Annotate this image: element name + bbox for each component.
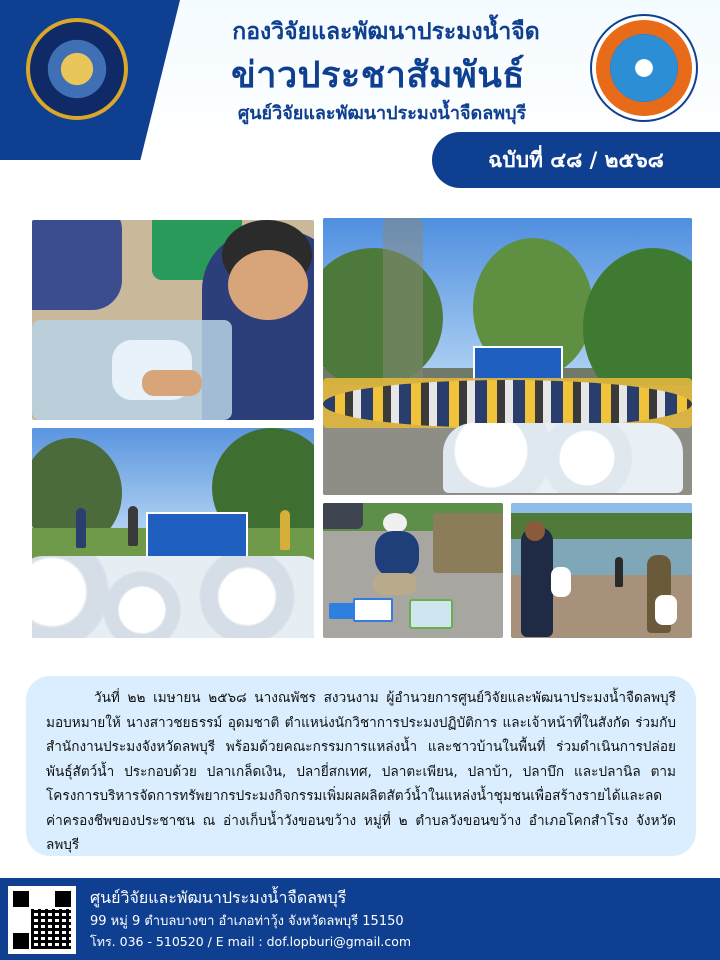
page-header (0, 0, 720, 190)
center-name: ศูนย์วิจัยและพัฒนาประมงน้ำจืดลพบุรี (237, 103, 527, 124)
emblem-icon (44, 36, 110, 102)
page-footer (0, 878, 720, 960)
qr-code-icon[interactable] (8, 886, 76, 954)
footer-address: 99 หมู่ 9 ตำบลบางขา อำเภอท่าวุ้ง จังหวัดลพบุรี 15150 (90, 914, 404, 929)
photo-staff-checking-water (323, 503, 503, 638)
division-name: กองวิจัยและพัฒนาประมงน้ำจืด (232, 19, 540, 45)
page-title: ข่าวประชาสัมพันธ์ (231, 55, 525, 96)
article-box (26, 676, 696, 856)
photo-releasing-fish-at-reservoir (511, 503, 692, 638)
department-of-fisheries-logo (26, 18, 128, 120)
fish-emblem-icon (610, 34, 678, 102)
footer-contact[interactable]: โทร. 036 - 510520 / E mail : dof.lopburi@gmail.com (90, 934, 412, 949)
photo-fish-bags-and-banner (32, 428, 314, 638)
footer-center-name: ศูนย์วิจัยและพัฒนาประมงน้ำจืดลพบุรี (90, 888, 347, 907)
photo-staff-packing-fish-fry (32, 220, 314, 420)
freshwater-division-logo (592, 16, 696, 120)
photo-group-with-banner (323, 218, 692, 495)
issue-number-badge: ฉบับที่ ๔๘ / ๒๕๖๘ (432, 132, 720, 188)
article-text: วันที่ ๒๒ เมษายน ๒๕๖๘ นางณพัชร สงวนงาม ผู้อำนวยการศูนย์วิจัยและพัฒนาประมงน้ำจืดลพบุรี มอบหมายให้ นางสาวชยธรรม์ อุดมชาติ ตำแหน่งนักวิชาการประมงปฏิบัติการ และเจ้าหน้าที่ในสังกัด ร่วมกับสำนักงานประมงจังหวัดลพบุรี พร้อมด้วยคณะกรรมการแหล่งน้ำ และชาวบ้านในพื้นที่ ร่วมดำเนินการปล่อยพันธุ์สัตว์น้ำ ประกอบด้วย ปลาเกล็ดเงิน, ปลายี่สกเทศ, ปลาตะเพียน, ปลาบ้า, ปลาบึก และปลานิล ตามโครงการบริหารจัดการทรัพยากรประมงกิจกรรมเพิ่มผลผลิตสัตว์น้ำในแหล่งน้ำชุมชนเพื่อสร้างรายได้และลดค่าครองชีพของประชาชน ณ อ่างเก็บน้ำวังขอนขว้าง หมู่ที่ ๒ ตำบลวังขอนขว้าง อำเภอโคกสำโรง จังหวัดลพบุรี (46, 690, 676, 853)
